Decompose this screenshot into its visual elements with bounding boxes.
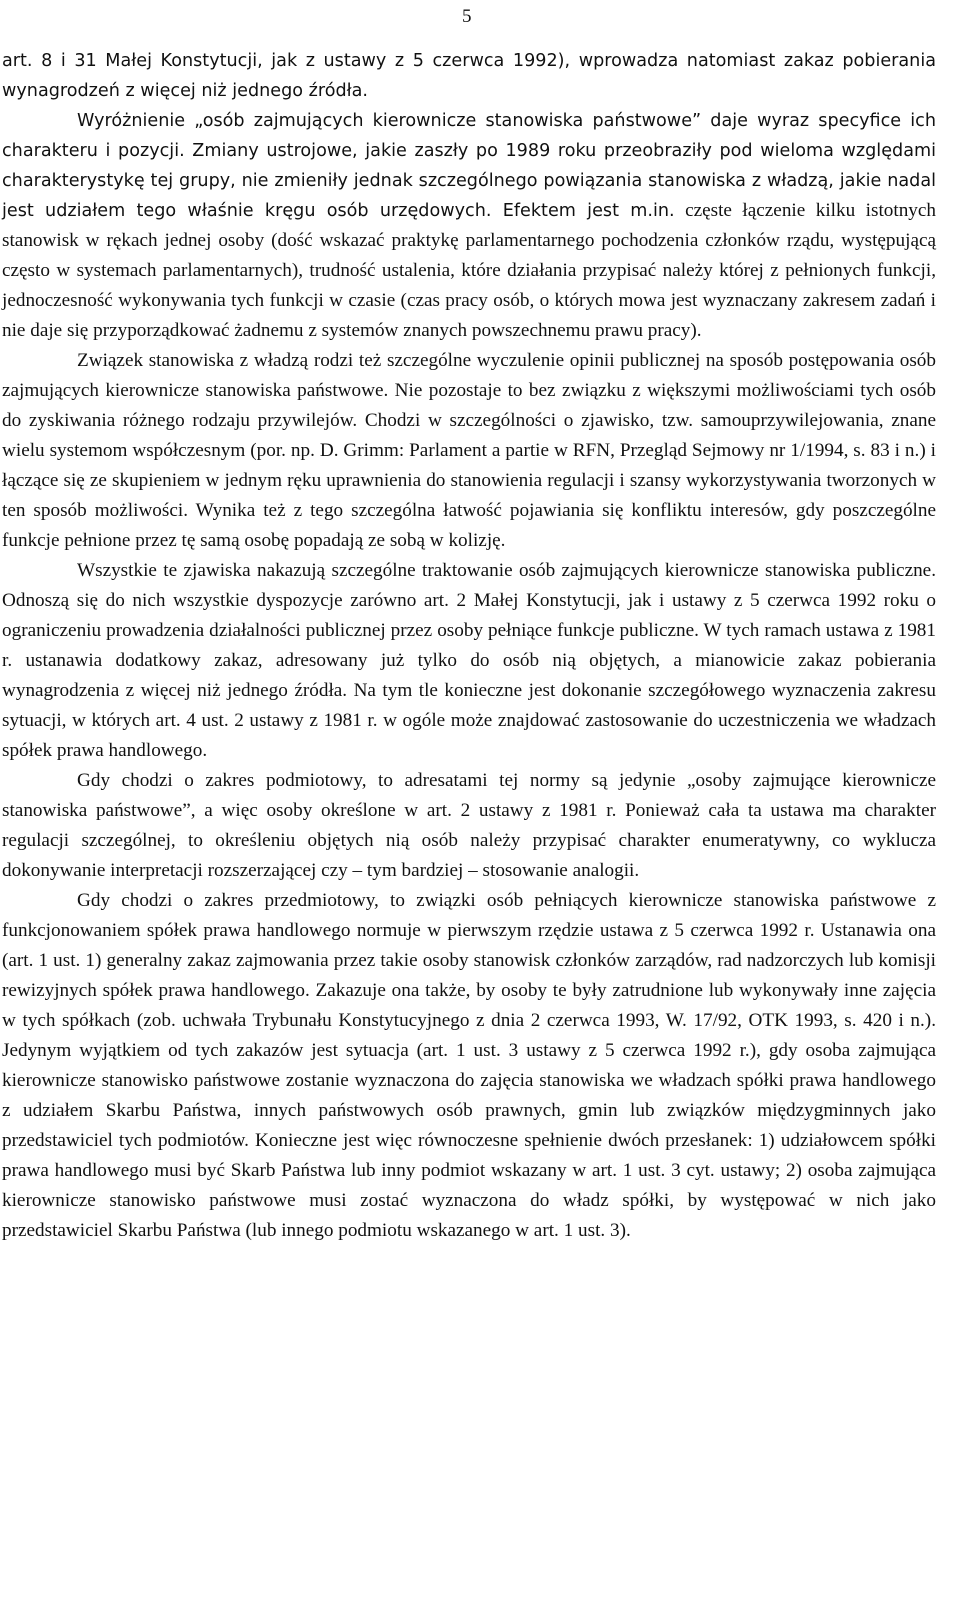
paragraph-4-text: Wszystkie te zjawiska nakazują szczególne traktowanie osób zajmujących kierownicze stanowiska publiczne. Odnoszą się do nich wszystkie dyspozycje zarówno art. 2 Małej Konstytucji, jak i ustawy z 5 czerwca 1992 roku o ograniczeniu prowadzenia działalności publicznej przez osoby pełniące funkcje publiczne. W tych ramach ustawa z 1981 r. ustanawia dodatkowy zakaz, adresowany już tylko do osób nią objętych, a mianowicie zakaz pobierania wynagrodzenia z więcej niż jednego źródła. Na tym tle konieczne jest dokonanie szczegółowego wyznaczenia zakresu sytuacji, w których art. 4 ust. 2 ustawy z 1981 r. w ogóle może znajdować zastosowanie do uczestniczenia we władzach spółek prawa handlowego. xyxy=(2,560,936,761)
paragraph-5-text: Gdy chodzi o zakres podmiotowy, to adresatami tej normy są jedynie „osoby zajmujące kierownicze stanowiska państwowe”, a więc osoby określone w art. 2 ustawy z 1981 r. Ponieważ cała ta ustawa ma charakter regulacji szczególnej, to określeniu objętych nią osób należy przypisać charakter enumeratywny, co wyklucza dokonywanie interpretacji rozszerzającej czy – tym bardziej – stosowanie analogii. xyxy=(2,770,936,881)
paragraph-3 xyxy=(2,346,936,556)
paragraph-1-text: art. 8 i 31 Małej Konstytucji, jak z ustawy z 5 czerwca 1992), wprowadza natomiast zakaz pobierania wynagrodzeń z więcej niż jednego źródła. xyxy=(2,51,936,101)
paragraph-1 xyxy=(2,46,936,106)
paragraph-2-text-b: częste łączenie kilku istotnych stanowisk w rękach jednej osoby (dość wskazać praktykę parlamentarnego pochodzenia członków rządu, występującą często w systemach parlamentarnych), trudność ustalenia, które działania przypisać należy której z pełnionych funkcji, jednoczesność wykonywania tych funkcji w czasie (czas pracy osób, o których mowa jest wyznaczany zakresem zadań i nie daje się przyporządkować żadnemu z systemów znanych powszechnemu prawu pracy). xyxy=(2,200,937,341)
paragraph-5 xyxy=(2,766,936,886)
paragraph-6-text: Gdy chodzi o zakres przedmiotowy, to związki osób pełniących kierownicze stanowiska państwowe z funkcjonowaniem spółek prawa handlowego normuje w pierwszym rzędzie ustawa z 5 czerwca 1992 r. Ustanawia ona (art. 1 ust. 1) generalny zakaz zajmowania przez takie osoby stanowisk członków zarządów, rad nadzorczych lub komisji rewizyjnych spółek prawa handlowego. Zakazuje ona także, by osoby te były zatrudnione lub wykonywały inne zajęcia w tych spółkach (zob. uchwała Trybunału Konstytucyjnego z dnia 2 czerwca 1993, W. 17/92, OTK 1993, s. 420 i n.). Jedynym wyjątkiem od tych zakazów jest sytuacja (art. 1 ust. 3 ustawy z 5 czerwca 1992 r.), gdy osoba zajmująca kierownicze stanowisko państwowe zostanie wyznaczona do zajęcia stanowiska we władzach spółki prawa handlowego z udziałem Skarbu Państwa, innych państwowych osób prawnych, gmin lub związków międzygminnych jako przedstawiciel tych podmiotów. Konieczne jest więc równoczesne spełnienie dwóch przesłanek: 1) udziałowcem spółki prawa handlowego musi być Skarb Państwa lub inny podmiot wskazany w art. 1 ust. 3 cyt. ustawy; 2) osoba zajmująca kierownicze stanowisko państwowe musi zostać wyznaczona do władz spółki, by występować w nich jako przedstawiciel Skarbu Państwa (lub innego podmiotu wskazanego w art. 1 ust. 3). xyxy=(2,890,936,1241)
paragraph-3-text: Związek stanowiska z władzą rodzi też szczególne wyczulenie opinii publicznej na sposób postępowania osób zajmujących kierownicze stanowiska państwowe. Nie pozostaje to bez związku z większymi możliwościami tych osób do zyskiwania różnego rodzaju przywilejów. Chodzi w szczególności o zjawisko, tzw. samouprzywilejowania, znane wielu systemom współczesnym (por. np. D. Grimm: Parlament a partie w RFN, Przegląd Sejmowy nr 1/1994, s. 83 i n.) i łączące się ze skupieniem w jednym ręku uprawnienia do stanowienia regulacji i szansy wykorzystywania tworzonych w ten sposób możliwości. Wynika też z tego szczególna łatwość pojawiania się konfliktu interesów, gdy poszczególne funkcje pełnione przez tę samą osobę popadają ze sobą w kolizję. xyxy=(2,350,936,551)
paragraph-2 xyxy=(2,106,936,346)
paragraph-6 xyxy=(2,886,936,1246)
paragraph-4 xyxy=(2,556,936,766)
page-number: 5 xyxy=(462,6,472,27)
paragraph-2-text-a: Wyróżnienie „osób zajmujących kierownicze stanowiska państwowe” daje wyraz specyfice ich charakteru i pozycji. Zmiany ustrojowe, jakie zaszły po 1989 roku przeobraziły pod wieloma względami charakterystykę tej grupy, nie zmieniły jednak szczególnego powiązania stanowiska z władzą, jakie nadal jest udziałem tego właśnie kręgu osób urzędowych. Efektem jest m.in. xyxy=(2,111,936,221)
